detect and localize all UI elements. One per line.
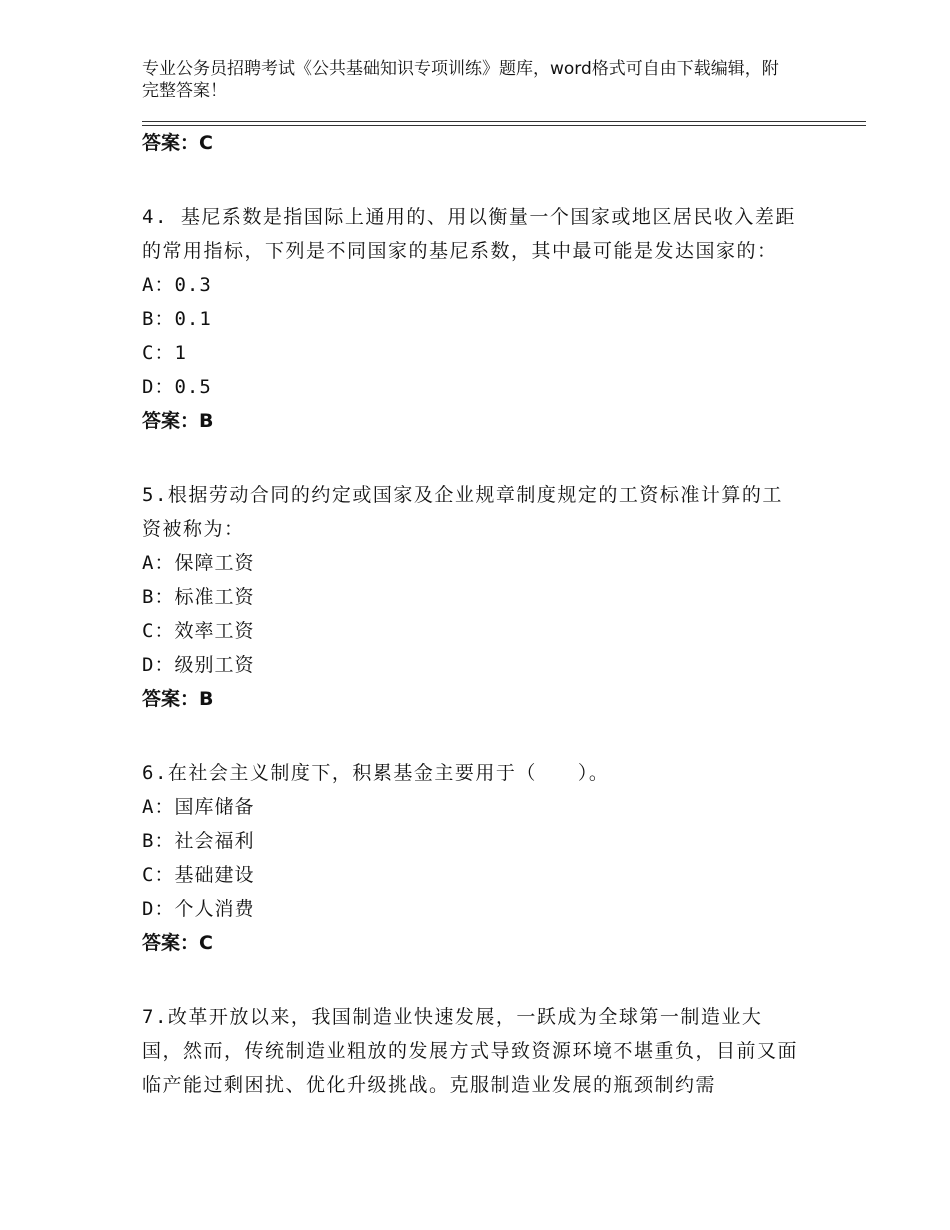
option-d: D：0.5 xyxy=(142,376,212,398)
question-4 xyxy=(142,200,802,438)
option-a: A：国库储备 xyxy=(142,796,255,818)
answer-label: 答案：C xyxy=(142,932,213,954)
answer-label: 答案：B xyxy=(142,410,214,432)
answer-label: 答案：C xyxy=(142,132,213,154)
question-6 xyxy=(142,756,802,960)
question-5 xyxy=(142,478,802,716)
option-b: B：社会福利 xyxy=(142,830,255,852)
question-7 xyxy=(142,1000,802,1102)
option-b: B：0.1 xyxy=(142,308,212,330)
question-content xyxy=(142,126,802,1102)
option-b: B：标准工资 xyxy=(142,586,255,608)
option-c: C：1 xyxy=(142,342,187,364)
answer-label: 答案：B xyxy=(142,688,214,710)
question-text: 7.改革开放以来，我国制造业快速发展，一跃成为全球第一制造业大国，然而，传统制造业粗放的发展方式导致资源环境不堪重负，目前又面临产能过剩困扰、优化升级挑战。克服制造业发展的瓶颈制约需 xyxy=(142,1006,799,1096)
option-c: C：基础建设 xyxy=(142,864,255,886)
option-d: D：个人消费 xyxy=(142,898,255,920)
question-text: 6.在社会主义制度下，积累基金主要用于（ ）。 xyxy=(142,762,610,784)
option-c: C：效率工资 xyxy=(142,620,255,642)
document-header: 专业公务员招聘考试《公共基础知识专项训练》题库，word格式可自由下载编辑，附完整答案！ xyxy=(142,59,779,101)
option-a: A：0.3 xyxy=(142,274,212,296)
option-d: D：级别工资 xyxy=(142,654,255,676)
header-rule-thick xyxy=(142,121,866,122)
option-a: A：保障工资 xyxy=(142,552,255,574)
question-text: 5.根据劳动合同的约定或国家及企业规章制度规定的工资标准计算的工资被称为： xyxy=(142,484,783,540)
question-text: 4. 基尼系数是指国际上通用的、用以衡量一个国家或地区居民收入差距的常用指标，下列是不同国家的基尼系数，其中最可能是发达国家的： xyxy=(142,206,796,262)
